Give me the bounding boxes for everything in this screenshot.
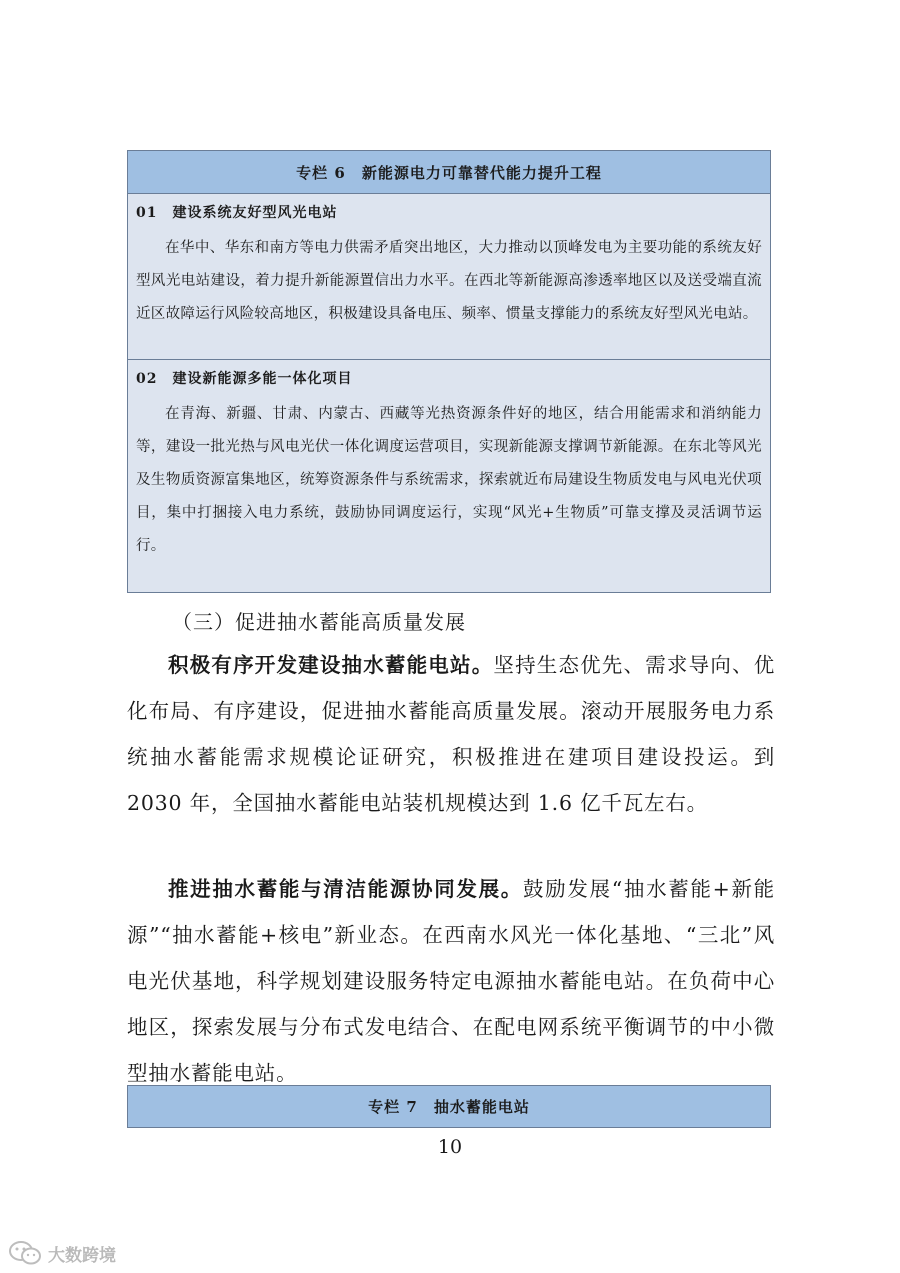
subsection-heading: （三）促进抽水蓄能高质量发展 — [172, 610, 466, 634]
wechat-logo-icon — [8, 1240, 42, 1266]
paragraph-text: 坚持生态优先、需求导向、优化布局、有序建设，促进抽水蓄能高质量发展。滚动开展服务电力系统抽水蓄能需求规模论证研究，积极推进在建项目建设投运。到 2030 年，全国抽水蓄能电站装机规模达到 1.6 亿千瓦左右。 — [127, 653, 775, 815]
watermark-text: 大数跨境 — [48, 1245, 116, 1266]
column-box-section-02 — [128, 360, 770, 592]
paragraph-text: 鼓励发展“抽水蓄能+新能源”“抽水蓄能+核电”新业态。在西南水风光一体化基地、“三北”风电光伏基地，科学规划建设服务特定电源抽水蓄能电站。在负荷中心地区，探索发展与分布式发电结合、在配电网系统平衡调节的中小微型抽水蓄能电站。 — [127, 877, 775, 1085]
column-box-6-title: 专栏 6 新能源电力可靠替代能力提升工程 — [128, 151, 770, 194]
column-box-6 — [127, 150, 771, 593]
body-paragraph — [127, 642, 775, 826]
body-paragraph — [127, 866, 775, 1096]
section-body: 在青海、新疆、甘肃、内蒙古、西藏等光热资源条件好的地区，结合用能需求和消纳能力等，建设一批光热与风电光伏一体化调度运营项目，实现新能源支撑调节新能源。在东北等风光及生物质资源富集地区，统筹资源条件与系统需求，探索就近布局建设生物质发电与风电光伏项目，集中打捆接入电力系统，鼓励协同调度运行，实现“风光+生物质”可靠支撑及灵活调节运行。 — [136, 406, 762, 554]
paragraph-lead: 积极有序开发建设抽水蓄能电站。 — [168, 653, 494, 677]
column-box-section-01 — [128, 194, 770, 360]
page-number: 10 — [437, 1136, 463, 1158]
section-body: 在华中、华东和南方等电力供需矛盾突出地区，大力推动以顶峰发电为主要功能的系统友好型风光电站建设，着力提升新能源置信出力水平。在西北等新能源高渗透率地区以及送受端直流近区故障运行风险较高地区，积极建设具备电压、频率、惯量支撑能力的系统友好型风光电站。 — [136, 240, 762, 322]
paragraph-lead: 推进抽水蓄能与清洁能源协同发展。 — [168, 877, 523, 901]
section-title: 01 建设系统友好型风光电站 — [136, 205, 338, 221]
watermark — [8, 1240, 116, 1266]
column-box-7-title: 专栏 7 抽水蓄能电站 — [127, 1085, 771, 1128]
section-title: 02 建设新能源多能一体化项目 — [136, 371, 353, 387]
